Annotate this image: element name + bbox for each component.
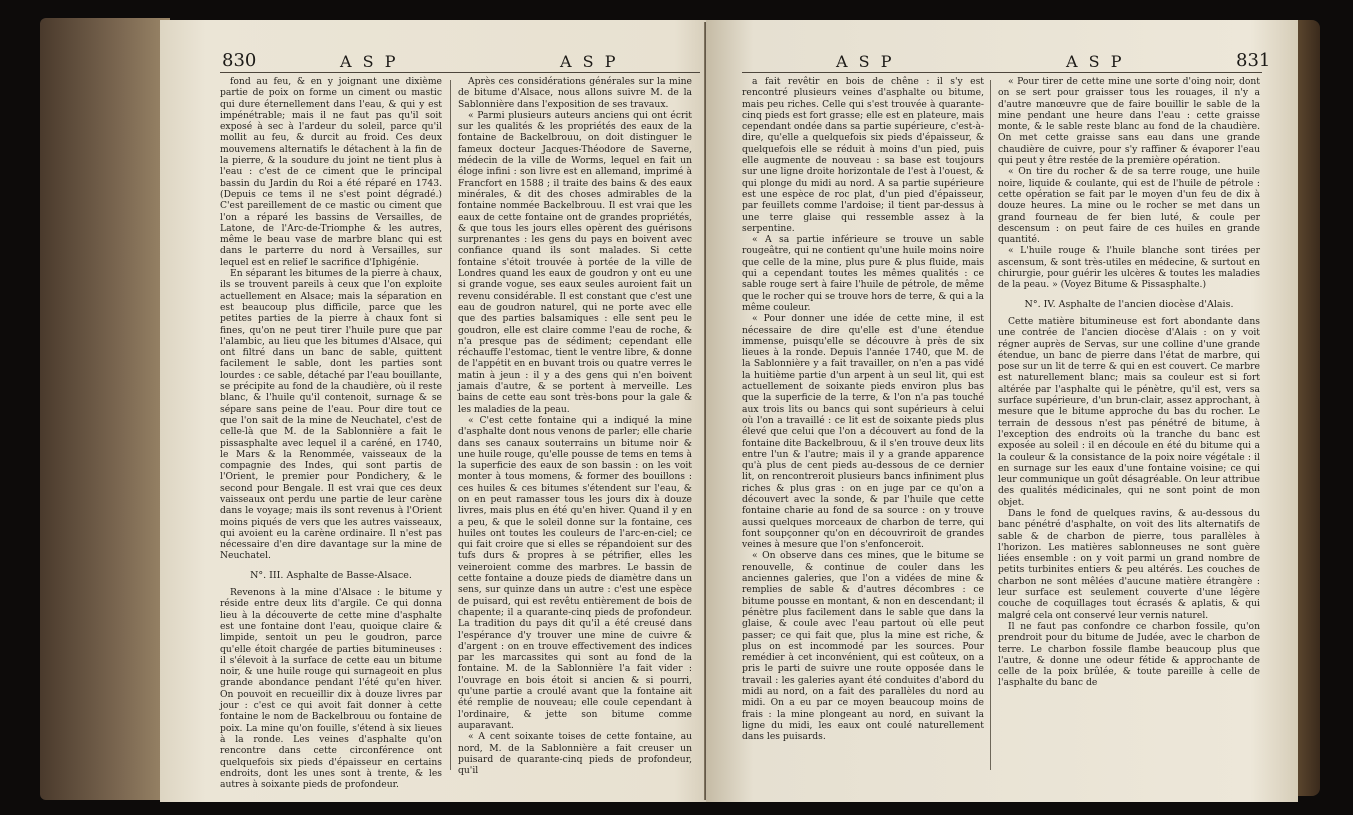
left-column-2: [458, 76, 692, 776]
paragraph: « Pour donner une idée de cette mine, il est nécessaire de dire qu'elle est d'une étendue immense, puisqu'elle se découvre à près de six lieues à la ronde. Depuis l'année 1740, que M. de la Sablonnière y a fait travailler, on n'en a pas vidé la huitième partie d'un arpent à un seul lit, qui est actuellement de soixante pieds environ plus bas que la superficie de la terre, & l'on n'a pas touché aux trois lits ou bancs qui sont supérieurs à celui où l'on a travaillé : ce lit est de soixante pieds plus élevé que celui que l'on a découvert au fond de la fontaine dite Backelbrouu, & il s'en trouve deux lits entre l'un & l'autre; mais il y a grande apparence qu'à plus de cent pieds au-dessous de ce dernier lit, on rencontreroit plusieurs bancs infiniment plus riches & plus gras : on en juge par ce qu'on a découvert avec la sonde, & par l'huile que cette fontaine charie au fond de sa source : on y trouve aussi quelques morceaux de charbon de terre, qui font soupçonner qu'on en découvriroit de grandes veines à mesure que l'on s'enfonceroit.: [742, 313, 984, 551]
column-divider: [450, 80, 451, 770]
paragraph: En séparant les bitumes de la pierre à chaux, ils se trouvent pareils à ceux que l'on exploite actuellement en Alsace; mais la séparation en est beaucoup plus difficile, parce que les petites parties de la pierre à chaux font si fines, qu'on ne peut tirer l'huile pure que par l'alambic, au lieu que les bitumes d'Alsace, qui ont filtré dans un banc de sable, quittent facilement le sable, dont les parties sont lourdes : ce sable, détaché par l'eau bouillante, se précipite au fond de la chaudière, où il reste blanc, & l'huile qu'il contenoit, surnage & se sépare sans peine de l'eau. Pour dire tout ce que l'on sait de la mine de Neuchatel, c'est de celle-là que M. de la Sablonnière a fait le pissasphalte avec lequel il a caréné, en 1740, le Mars & la Renommée, vaisseaux de la compagnie des Indes, qui sont partis de l'Orient, le premier pour Pondichery, & le second pour Bengale. Il est vrai que ces deux vaisseaux ont perdu une partie de leur carène dans le voyage; mais ils sont revenus à l'Orient moins piqués de vers que les autres vaisseaux, qui avoient eu la carène ordinaire. Il n'est pas nécessaire d'en dire davantage sur la mine de Neuchatel.: [220, 268, 442, 562]
book-cover-left: [40, 18, 170, 800]
paragraph: Revenons à la mine d'Alsace : le bitume y réside entre deux lits d'argile. Ce qui donna lieu à la découverte de cette mine d'asphalte est une fontaine dont l'eau, quoique claire & limpide, sentoit un peu le goudron, parce qu'elle étoit chargée de parties bitumineuses : il s'élevoit à la surface de cette eau un bitume noir, & une huile rouge qui surnageoit en plus grande abondance pendant l'été qu'en hiver. On pouvoit en recueillir dix à douze livres par jour : c'est ce qui avoit fait donner à cette fontaine le nom de Backelbrouu ou fontaine de poix. La mine qu'on fouille, s'étend à six lieues à la ronde. Les veines d'asphalte qu'on rencontre dans cette circonférence ont quelquefois six pieds d'épaisseur en certains endroits, dont les unes sont à trente, & les autres à soixante pieds de profondeur.: [220, 587, 442, 791]
right-column-1: [742, 76, 984, 776]
right-column-2: [998, 76, 1260, 776]
paragraph: a fait revêtir en bois de chêne : il s'y est rencontré plusieurs veines d'asphalte ou bitume, mais peu riches. Celle qui s'est trouvée à quarante-cinq pieds est fort grasse; elle est en plateure, mais cependant ondée dans sa partie supérieure, c'est-à-dire, qu'elle a quelquefois six pieds d'épaisseur, & quelquefois elle se réduit à moins d'un pied, puis elle augmente de nouveau : sa base est toujours sur une ligne droite horizontale de l'est à l'ouest, & qui plonge du midi au nord. A sa partie supérieure est une espèce de roc plat, d'un pied d'épaisseur, par feuillets comme l'ardoise; il tient par-dessus à une terre glaise qui ressemble assez à la serpentine.: [742, 76, 984, 234]
paragraph: « A sa partie inférieure se trouve un sable rougeâtre, qui ne contient qu'une huile moins noire que celle de la mine, plus pure & plus fluide, mais qui a cependant toutes les mêmes qualités : ce sable rouge sert à faire l'huile de pétrole, de même que le rocher qui se trouve hors de terre, & qui a la même couleur.: [742, 234, 984, 313]
left-column-1: [220, 76, 442, 791]
paragraph: « L'huile rouge & l'huile blanche sont tirées per ascensum, & sont très-utiles en médecine, & surtout en chirurgie, pour guérir les ulcères & toutes les maladies de la peau. » (Voyez Bitume & Pissasphalte.): [998, 245, 1260, 291]
paragraph: « A cent soixante toises de cette fontaine, au nord, M. de la Sablonnière a fait creuser un puisard de quarante-cinq pieds de profondeur, qu'il: [458, 731, 692, 777]
paragraph: Il ne faut pas confondre ce charbon fossile, qu'on prendroit pour du bitume de Judée, avec le charbon de terre. Le charbon fossile flambe beaucoup plus que l'autre, & donne une odeur fétide & approchante de celle de la poix brûlée, & toute pareille à celle de l'asphalte du banc de: [998, 620, 1260, 689]
section-heading: N°. IV. Asphalte de l'ancien diocèse d'Alais.: [1024, 298, 1234, 310]
column-divider: [990, 80, 991, 770]
paragraph: « On tire du rocher & de sa terre rouge, une huile noire, liquide & coulante, qui est de l'huile de pétrole : cette opération se fait par le moyen d'un feu de dix à douze heures. La mine ou le rocher se met dans un grand fourneau de fer bien luté, & coule per descensum : on peut faire de ces huiles en grande quantité.: [998, 166, 1260, 246]
right-page: [706, 20, 1298, 802]
paragraph: fond au feu, & en y joignant une dixième partie de poix on forme un ciment ou mastic qui dure éternellement dans l'eau, & qui y est impénétrable; mais il ne faut pas qu'il soit exposé à sec à l'ardeur du soleil, parce qu'il mollit au feu, & durcit au froid. Ces deux mouvemens alternatifs le détachent à la fin de la pierre, & la soudure du joint ne tient plus à l'eau : c'est de ce ciment que le principal bassin du Jardin du Roi a été réparé en 1743. (Depuis ce tems il ne s'est point dégradé.) C'est pareillement de ce mastic ou ciment que l'on a réparé les bassins de Versailles, de Latone, de l'Arc-de-Triomphe & les autres, même le beau vase de marbre blanc qui est dans le parterre du nord à Versailles, sur lequel est en relief le sacrifice d'Iphigénie.: [220, 76, 442, 268]
left-running-head-1: A S P: [340, 52, 399, 71]
open-book: [40, 14, 1320, 806]
right-running-head-1: A S P: [836, 52, 895, 71]
paragraph: « C'est cette fontaine qui a indiqué la mine d'asphalte dont nous venons de parler; elle charie dans ses canaux souterrains un bitume noir & une huile rouge, qu'elle pousse de tems en tems à la superficie des eaux de son bassin : on les voit monter à tous momens, & former des bouillons : ces huiles & ces bitumes s'étendent sur l'eau, & on en peut ramasser tous les jours dix à douze livres, mais plus en été qu'en hiver. Quand il y en a peu, & que le soleil donne sur la fontaine, ces huiles ont toutes les couleurs de l'arc-en-ciel; ce qui fait croire que si elles se répandoient sur des tufs durs & propres à se pétrifier, elles les veineroient comme des marbres. Le bassin de cette fontaine a douze pieds de diamètre dans un sens, sur quinze dans un autre : c'est une espèce de puisard, qui est revêtu entièrement de bois de chapente; il a quarante-cinq pieds de profondeur. La tradition du pays dit qu'il a été creusé dans l'espérance d'y trouver une mine de cuivre & d'argent : on en trouve effectivement des indices par les marcassites qui sont au fond de la fontaine. M. de la Sablonnière l'a fait vider : l'ouvrage en bois étoit si ancien & si pourri, qu'une partie a croulé avant que la fontaine ait été remplie de nouveau; elle coule cependant à l'ordinaire, & jette son bitume comme auparavant.: [458, 414, 692, 731]
section-heading: N°. III. Asphalte de Basse-Alsace.: [250, 569, 412, 581]
paragraph: « Parmi plusieurs auteurs anciens qui ont écrit sur les qualités & les propriétés des eaux de la fontaine de Backelbrouu, on doit distinguer le fameux docteur Jacques-Théodore de Saverne, médecin de la ville de Worms, lequel en fait un éloge infini : son livre est en allemand, imprimé à Francfort en 1588 ; il traite des bains & des eaux minérales, & dit des choses admirables de la fontaine nommée Backelbrouu. Il est vrai que les eaux de cette fontaine ont de grandes propriétés, & que tous les jours elles opèrent des guérisons surprenantes : les gens du pays en boivent avec confiance quand ils sont malades. Si cette fontaine s'étoit trouvée à portée de la ville de Londres quand les eaux de goudron y ont eu une si grande vogue, ses eaux seules auroient fait un revenu considérable. Il est constant que c'est une eau de goudron naturel, qui ne porte avec elle que des parties balsamiques : elle sent peu le goudron, elle est claire comme l'eau de roche, & n'a presque pas de sédiment; cependant elle réchauffe l'estomac, tient le ventre libre, & donne de l'appétit en en buvant trois ou quatre verres le matin à jeun : il y a des gens qui n'en boivent jamais d'autre, & se portent à merveille. Les bains de cette eau sont très-bons pour la gale & les maladies de la peau.: [458, 109, 692, 415]
paragraph: Après ces considérations générales sur la mine de bitume d'Alsace, nous allons suivre M. de la Sablonnière dans l'exposition de ses travaux.: [458, 76, 692, 110]
paragraph: « Pour tirer de cette mine une sorte d'oing noir, dont on se sert pour graisser tous les rouages, il n'y a d'autre manœuvre que de faire bouillir le sable de la mine pendant une heure dans l'eau : cette graisse monte, & le sable reste blanc au fond de la chaudière. On met cette graisse sans eau dans une grande chaudière de cuivre, pour s'y raffiner & évaporer l'eau qui peut y être restée de la première opération.: [998, 76, 1260, 167]
left-page-number: 830: [222, 50, 257, 71]
paragraph: Dans le fond de quelques ravins, & au-dessous du banc pénétré d'asphalte, on voit des lits alternatifs de sable & de charbon de pierre, tous parallèles à l'horizon. Les matières sablonneuses ne sont guère liées ensemble : on y voit parmi un grand nombre de petits turbinites entiers & peu altérés. Les couches de charbon ne sont mêlées d'aucune matière étrangère : leur surface est seulement couverte d'une légère couche de coquillages tout écrasés & aplatis, & qui malgré cela ont conservé leur vernis naturel.: [998, 507, 1260, 621]
left-head-rule: [220, 72, 700, 73]
right-running-head-2: A S P: [1066, 52, 1125, 71]
left-page: [160, 20, 732, 802]
right-head-rule: [742, 72, 1262, 73]
right-page-number: 831: [1236, 50, 1271, 71]
left-running-head-2: A S P: [560, 52, 619, 71]
paragraph: « On observe dans ces mines, que le bitume se renouvelle, & continue de couler dans les anciennes galeries, que l'on a vidées de mine & remplies de sable & d'autres décombres : ce bitume pousse en montant, & non en descendant; il pénètre plus facilement dans le sable que dans la glaise, & coule avec l'eau partout où elle peut passer; ce qui fait que, plus la mine est riche, & plus on est incommodé par les sources. Pour remédier à cet inconvénient, qui est coûteux, on a pris le parti de suivre une route opposée dans le travail : les galeries ayant été conduites d'abord du midi au nord, on a fait des parallèles du nord au midi. On a eu par ce moyen beaucoup moins de frais : la mine plongeant au nord, en suivant la ligne du midi, les eaux ont coulé naturellement dans les puisards.: [742, 550, 984, 743]
paragraph: Cette matière bitumineuse est fort abondante dans une contrée de l'ancien diocèse d'Alais : on y voit régner auprès de Servas, sur une colline d'une grande étendue, un banc de pierre dans l'état de marbre, qui pose sur un lit de terre & qui en est couvert. Ce marbre est naturellement blanc; mais sa couleur est si fort altérée par l'asphalte qui le pénètre, qu'il est, vers sa surface supérieure, d'un brun-clair, assez approchant, à mesure que le bitume approche du bas du rocher. Le terrain de dessous n'est pas pénétré de bitume, à l'exception des endroits où la tranche du banc est exposée au soleil : il en découle en été du bitume qui a la couleur & la consistance de la poix noire végétale : il en surnage sur les eaux d'une fontaine voisine; ce qui leur communique un goût désagréable. On leur attribue des qualités médicinales, qui ne sont point de mon objet.: [998, 315, 1260, 508]
